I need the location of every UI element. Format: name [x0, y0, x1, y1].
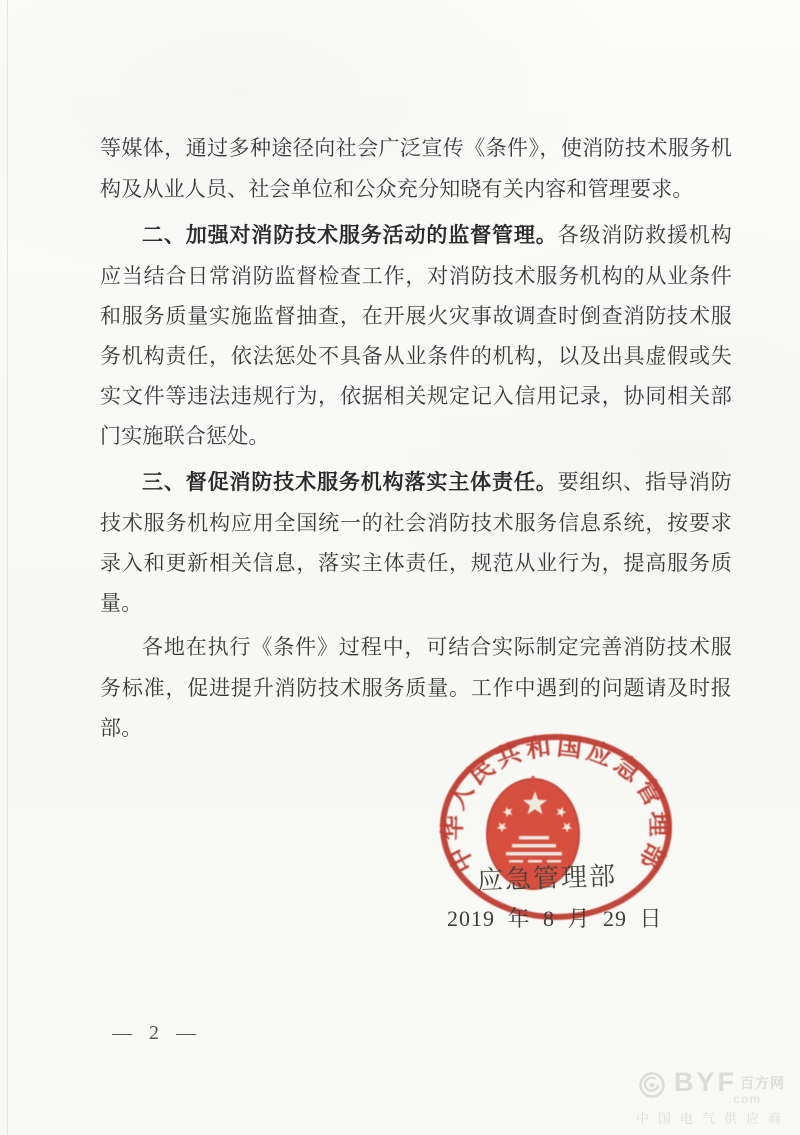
- paragraph-text: 等媒体，通过多种途径向社会广泛宣传《条件》，使消防技术服务机构及从业人员、社会单位和公众充分知晓有关内容和管理要求。: [100, 136, 732, 201]
- paragraph: [100, 462, 732, 623]
- paragraph-text: 各级消防救援机构应当结合日常消防监督检查工作，对消防技术服务机构的从业条件和服务质量实施监督抽查，在开展火灾事故调查时倒查消防技术服务机构责任，依法惩处不具备从业条件的机构，以及出具虚假或失实文件等违法违规行为，依据相关规定记入信用记录，协同相关部门实施联合惩处。: [100, 223, 732, 448]
- seal-ring-text: 中华人民共和国应急管理部: [439, 733, 673, 877]
- paragraph-text: 各地在执行《条件》过程中，可结合实际制定完善消防技术服务标准，促进提升消防技术服务质量。工作中遇到的问题请及时报部。: [100, 635, 732, 740]
- document-date: 2019 年 8 月 29 日: [447, 906, 663, 931]
- page-number: — 2 —: [112, 1022, 196, 1044]
- official-seal: [435, 730, 679, 924]
- agency-signature: 应急管理部: [476, 861, 618, 896]
- paragraph-lead: 三、督促消防技术服务机构落实主体责任。: [142, 471, 558, 494]
- watermark-site-name: 百方网: [740, 1075, 785, 1091]
- document-body: [100, 128, 732, 748]
- watermark-logo-text: BYF: [674, 1067, 737, 1097]
- paragraph-lead: 二、加强对消防技术服务活动的监督管理。: [142, 224, 558, 247]
- paragraph: [100, 215, 732, 456]
- supplier-watermark: [630, 1064, 795, 1126]
- watermark-tagline: 中国电气供应商: [636, 1111, 791, 1126]
- watermark-domain-suffix: .com: [728, 1092, 763, 1106]
- byf-logo-icon: [638, 1071, 666, 1099]
- scan-edge-artifact: [7, 0, 8, 1135]
- paragraph: [100, 128, 732, 209]
- paragraph-text: 要组织、指导消防技术服务机构应用全国统一的社会消防技术服务信息系统，按要求录入和更新相关信息，落实主体责任，规范从业行为，提高服务质量。: [100, 470, 732, 615]
